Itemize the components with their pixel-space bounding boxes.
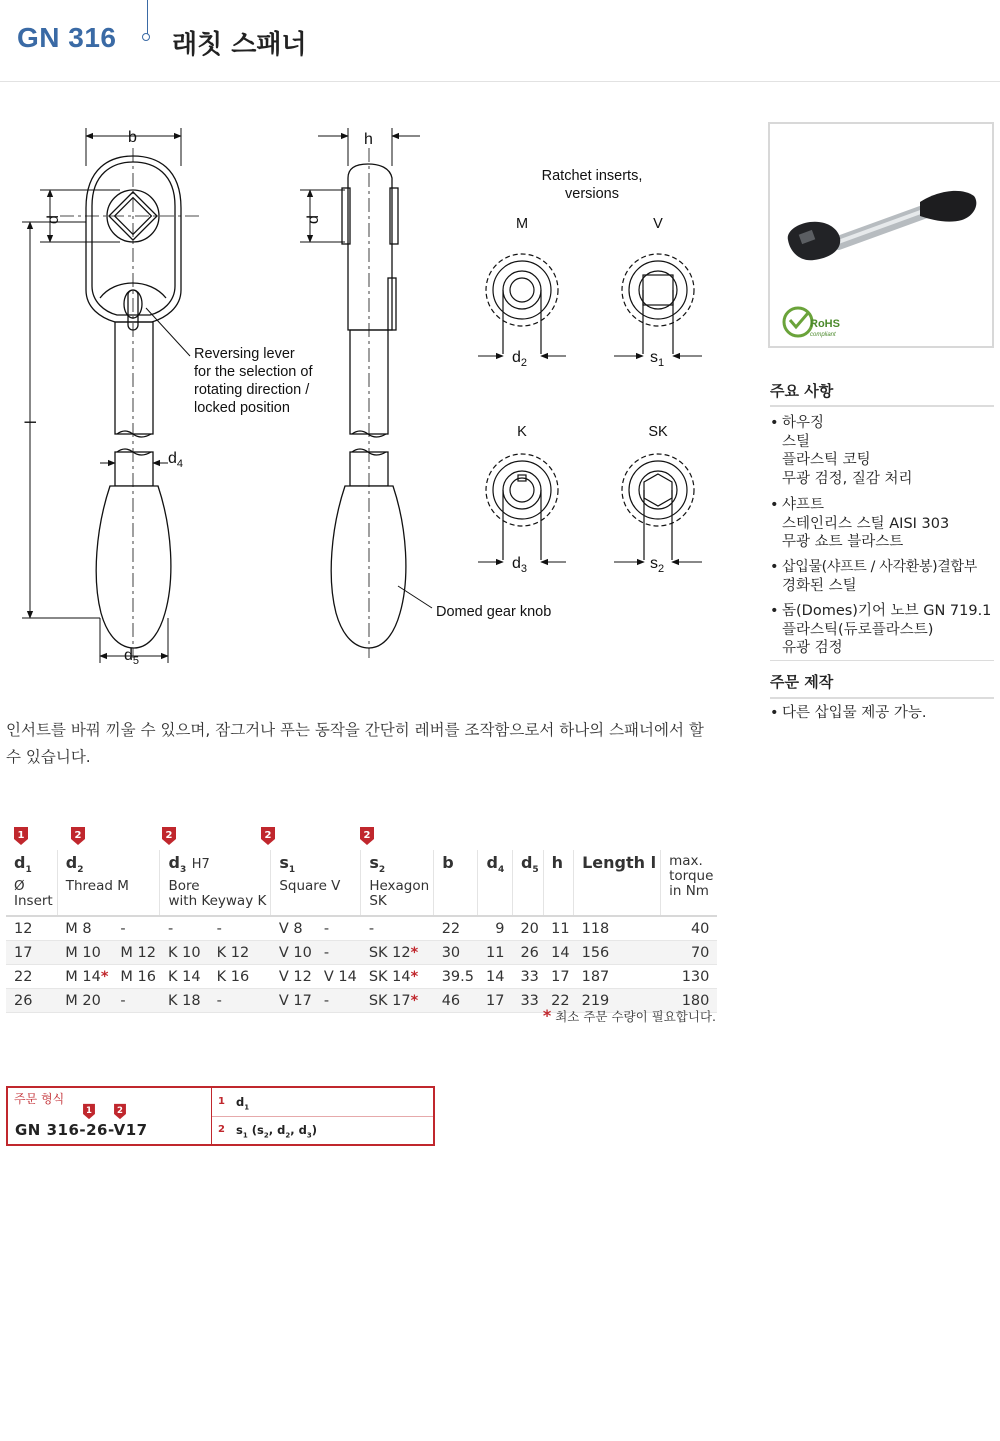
technical-drawing [0,118,740,678]
col-s2: $s_2$ Hexagon SK [361,850,434,916]
dim-b: b [128,129,137,146]
svg-text:1: 1 [86,1106,92,1117]
marker-2-thread [70,826,86,846]
asterisk: * [410,945,419,962]
marker-2-bore [161,826,177,846]
description: 인서트를 바꿔 끼울 수 있으며, 잠그거나 푸는 동작을 간단히 레버를 조작함으로서 하나의 스패너에서 할 수 있습니다. [6,721,704,766]
insert-label-v: V [653,216,663,232]
page-title: 래칫 스패너 [172,30,307,60]
col-h: h [543,850,573,916]
table-header-row [6,850,717,916]
features-bottom-rule [770,660,994,661]
marker-2-hexagon [359,826,375,846]
col-d4: $d_4$ [478,850,512,916]
custom-rule [770,697,994,699]
min-order-footnote: * 최소 주문 수량이 필요합니다. [542,1006,716,1025]
feature-insert: • 삽입물(샤프트 / 사각환봉)결합부 경화된 스틸 [770,559,977,594]
col-d1: $d_1$ Ø Insert [6,850,57,916]
insert-label-k: K [517,424,527,440]
col-s1: $s_1$ Square V [271,850,361,916]
marker-1 [13,826,29,846]
table-row: 22 M 14* M 16 K 14 K 16 V 12 V 14 SK 14* 39.5 14 33 17 187 130 [6,965,717,989]
header-divider-dot [142,33,150,41]
asterisk: * [410,969,419,986]
dimension-table [6,850,717,1013]
order-row-1: 1 $d_1$ [212,1088,433,1117]
table-row: 26 M 20 - K 18 - V 17 - SK 17* 46 17 33 22 219 180 [6,989,717,1013]
header-divider-line [147,0,148,34]
order-code: GN 316-26-V17 [15,1121,148,1139]
features-heading: 주요 사항 [770,382,834,400]
inserts-title-1: Ratchet inserts, [541,168,643,184]
svg-text:2: 2 [74,830,82,841]
insert-label-m: M [515,216,529,232]
dim-d5: $d_5$ [124,647,140,667]
knob-note: Domed gear knob [436,604,552,620]
feature-knob: • 돔(Domes)기어 노브 GN 719.1 플라스틱(듀로플라스트) 유광 검정 [770,603,992,656]
custom-heading: 주문 제작 [770,673,834,691]
rohs-label: RoHS [810,318,840,330]
order-label: 주문 형식 [14,1092,65,1106]
svg-text:2: 2 [264,830,272,841]
insert-dim-sk: $s_2$ [650,555,665,575]
insert-dim-k: $d_3$ [512,555,528,575]
asterisk: * [410,993,419,1010]
custom-list [770,704,996,723]
feature-shaft: • 샤프트 스테인리스 스틸 AISI 303 무광 쇼트 블라스트 [770,497,950,550]
svg-text:2: 2 [165,830,173,841]
rohs-sublabel: compliant [810,332,836,338]
insert-dim-v: $s_1$ [650,349,665,369]
dim-d1-front: d [45,215,62,224]
feature-housing: • 하우징 스틸 플라스틱 코팅 무광 검정, 질감 처리 [770,415,913,487]
features-rule [770,405,994,407]
header-rule [0,81,1000,82]
features-list [770,414,996,658]
col-d2: $d_2$ Thread M [57,850,160,916]
order-row-2: 2 $s_1$ ($s_2$, $d_2$, $d_3$) [218,1123,317,1140]
dim-h: h [364,131,373,148]
svg-text:1: 1 [17,830,25,841]
inserts-title-2: versions [565,186,619,202]
table-row: 17 M 10 M 12 K 10 K 12 V 10 - SK 12* 30 11 26 14 156 70 [6,941,717,965]
lever-note-3: rotating direction / [194,382,310,398]
lever-note-2: for the selection of [194,364,313,380]
dim-l: l [23,420,40,424]
col-d3: $d_3$ H7 Bore with Keyway K [160,850,271,916]
svg-text:2: 2 [363,830,371,841]
product-photo [768,122,994,348]
col-torque: max. torque in Nm [661,850,718,916]
svg-text:2: 2 [117,1106,123,1117]
lever-note-1: Reversing lever [194,346,295,362]
col-b: b [434,850,478,916]
order-example-box [6,1086,435,1146]
asterisk: * [100,969,109,986]
col-length: Length l [574,850,661,916]
product-code: GN 316 [17,22,117,53]
col-d5: $d_5$ [512,850,543,916]
insert-label-sk: SK [648,424,668,440]
lever-note-4: locked position [194,400,290,416]
custom-item: • 다른 삽입물 제공 가능. [770,705,927,721]
insert-dim-m: $d_2$ [512,349,528,369]
table-row: 12 M 8 - - - V 8 - - 22 9 20 11 118 40 [6,916,717,941]
dim-d4: $d_4$ [168,450,184,470]
marker-2-square [260,826,276,846]
dim-d1-side: d [305,215,322,224]
